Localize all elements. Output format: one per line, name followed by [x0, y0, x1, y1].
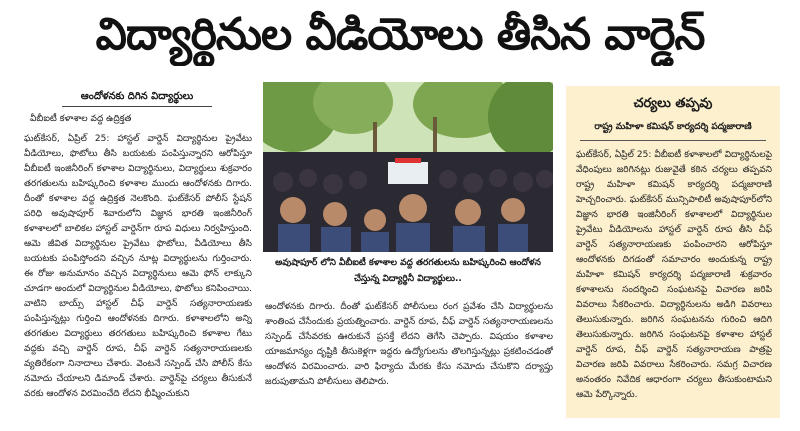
headline: విద్యార్థినుల వీడియోలు తీసిన వార్డెన్ [95, 9, 705, 60]
photo-caption: అవుషాపూర్ లోని వీబీఐటీ కళాశాల వద్ద తరగతులను బహిష్కరించి ఆందోళన చేస్తున్న విద్యార్థినీ విద్యార్థులు.. [275, 258, 541, 284]
sidebar-article-text: ఘట్‌కేసర్, ఏప్రిల్ 25: వీబీఐటీ కళాశాలలో విద్యార్థినులపై వేధింపులు జరిగినట్లు రుజువైతే కఠిన చర్యలు తప్పవని రాష్ట్ర మహిళా కమిషన్ కార్యదర్శి పద్మజారాణి హెచ్చరించారు. ఘట్‌కేసర్ మున్సిపాలిటీ అవుషాపూర్‌లోని విజ్ఞాన భారతి ఇంజినీరింగ్ కళాశాలలో విద్యార్థినుల ప్రైవేటు వీడియోలను హాస్టల్ వార్డెన్ రూప తీసి చీఫ్ వార్డెన్ సత్యనారాయణకు పంపించారని ఆరోపిస్తూ ఆందోళనకు దిగడంతో సమాచారం అందుకున్న రాష్ట్ర మహిళా కమిషన్ కార్యదర్శి పద్మజారాణి శుక్రవారం కళాశాలను సందర్శించి సంఘటనపై విచారణ జరిపి వివరాలు సేకరించారు. విద్యార్థినులను అడిగి వివరాలు తెలుసుకున్నారు. జరిగిన సంఘటనను గురించి ఆదిగి తెలుసుకున్నారు. జరిగిన సంఘటనపై కళాశాల హాస్టల్ వార్డెన్ రూప, చీఫ్ వార్డెన్ సత్యనారాయణ పాత్రపై విచారణ జరిపి వివరాలు సేకరించారు. సమగ్ర విచారణ అనంతరం నివేదిక ఆధారంగా చర్యలు తీసుకుంటామని ఆమె పేర్కొన్నారు. [576, 150, 772, 400]
left-subheading: ఆందోళనకు దిగిన విద్యార్థులు [62, 88, 212, 107]
sidebar-title: చర్యలు తప్పవు [633, 96, 713, 111]
sidebar-article-body [576, 148, 772, 410]
sidebar-divider [580, 140, 766, 141]
left-article-body [24, 132, 252, 412]
news-photo [263, 82, 553, 252]
middle-article-body [265, 300, 553, 420]
students-protest-photo [263, 82, 553, 252]
middle-article-text: ఆందోళనకు దిగారు. దీంతో ఘట్‌కేసర్ పోలీసులు రంగ ప్రవేశం చేసి విద్యార్థులను శాంతింప చేసేందుకు ప్రయత్నించారు. వార్డెన్ రూప, చీఫ్ వార్డెన్ సత్యనారాయణలను సస్పెండ్ చేసేవరకు ఊరుకునే ప్రసక్తే లేదని తెగేసి చెప్పారు. విషయం కళాశాల యాజమాన్యం దృష్టికి తీసుకెళ్లగా ఇద్దరు ఉద్యోగులను తొలగిస్తున్నట్లు ప్రకటించడంతో ఆందోళన విరమించారు. వారి ఫిర్యాదు మేరకు కేసు నమోదు చేసుకొని దర్యాప్తు జరుపుతామని పోలీసులు తెలిపారు. [265, 302, 553, 387]
sidebar-subtitle: రాష్ట్ర మహిళా కమిషన్ కార్యదర్శి పద్మజారాణి [594, 122, 752, 132]
left-subheading-2: వీబీఐటీ కళాశాల వద్ద ఉద్రిక్తత [30, 114, 132, 124]
left-article-text: ఘట్‌కేసర్, ఏప్రిల్ 25: హాస్టల్ వార్డెన్ విద్యార్థినుల ప్రైవేటు వీడియోలు, ఫొటోలు తీసి బయటకు పంపిస్తున్నారని ఆరోపిస్తూ వీబీఐటీ ఇంజినీరింగ్ కళాశాల విద్యార్థినులు, విద్యార్థులు శుక్రవారం తరగతులను బహిష్కరించి కళాశాల ముందు ఆందోళనకు దిగారు. దీంతో కళాశాల వద్ద ఉద్రిక్తత నెలకొంది. ఘట్‌కేసర్ పోలీస్ స్టేషన్ పరిధి అవుషాపూర్ శివారులోని విజ్ఞాన భారతి ఇంజినీరింగ్ కళాశాలలో బాలికల హాస్టల్ వార్డెన్‌గా రూప విధులు నిర్వహిస్తుంది. ఆమె జీవిత విద్యార్థినుల ప్రైవేటు ఫొటోలు, వీడియోలు తీసి బయటకు పంపిస్తోందని వచ్చిన నూట్ల విద్యార్థులను గుర్తించారు. ఈ రోజు అనుమానం వచ్చిన విద్యార్థినులు ఆమె ఫోన్ లాక్కుని చూడగా అందులో విద్యార్థినుల వీడియోలు, ఫొటోలు కనిపించాయి. వాటిని బాయ్స్ హాస్టల్ చీఫ్ వార్డెన్ సత్యనారాయణకు పంపిస్తున్నట్లు గుర్తించి ఆందోళనకు దిగారు. కళాశాలలోని అన్ని తరగతుల విద్యార్థులు తరగతులు బహిష్కరించి కళాశాల గేటు వద్దకు వచ్చి వార్డెన్ రూప, చీఫ్ వార్డెన్ సత్యనారాయణలకు వ్యతిరేకంగా నినాదాలు చేశారు. వెంటనే సస్పెండ్ చేసి పోలీస్ కేసు నమోదు చేయాలని డిమాండ్ చేశారు. వార్డెన్‌పై చర్యలు తీసుకునే వరకు ఆందోళన విరమించేది లేదని భీష్మించుకుని [24, 134, 252, 399]
sidebar-box [566, 86, 780, 418]
